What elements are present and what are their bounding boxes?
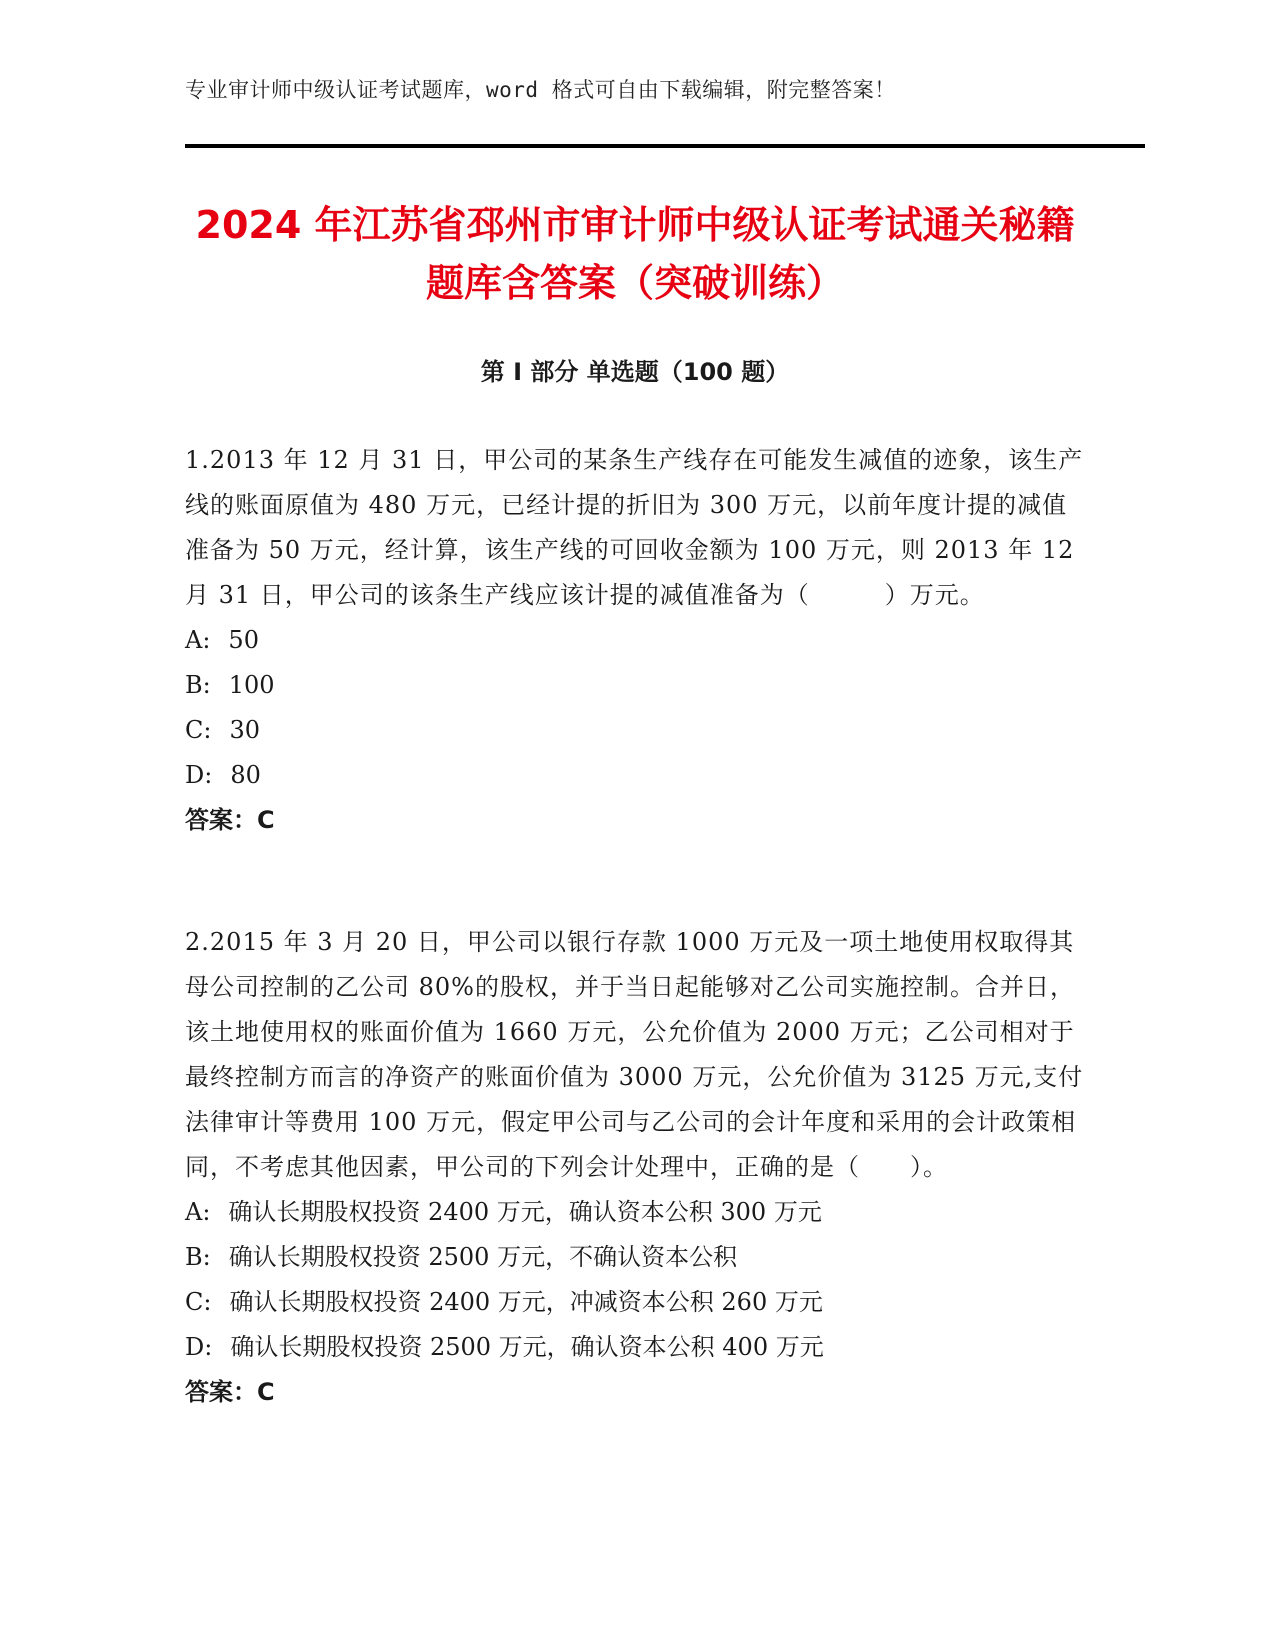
option-text: 确认长期股权投资 2500 万元，确认资本公积 400 万元 <box>230 1333 824 1361</box>
answer-line: 答案：C <box>185 1378 275 1406</box>
option-text: 30 <box>229 716 260 744</box>
option-letter: D: <box>185 1333 213 1361</box>
option-letter: A: <box>185 1198 211 1226</box>
option-text: 50 <box>228 626 259 654</box>
option-text: 100 <box>228 671 275 699</box>
option-d <box>185 1325 1085 1370</box>
question-stem: 1.2013 年 12 月 31 日，甲公司的某条生产线存在可能发生减值的迹象，该生产线的账面原值为 480 万元，已经计提的折旧为 300 万元，以前年度计提的减值准备为 50 万元，经计算，该生产线的可回收金额为 100 万元，则 2013 年 12 月 31 日，甲公司的该条生产线应该计提的减值准备为（ ）万元。 <box>185 446 1084 609</box>
option-text: 确认长期股权投资 2400 万元，冲减资本公积 260 万元 <box>229 1288 823 1316</box>
question-1 <box>185 438 1085 843</box>
header-rule <box>185 144 1145 148</box>
document-title: 2024 年江苏省邳州市审计师中级认证考试通关秘籍题库含答案（突破训练） <box>195 203 1075 305</box>
question-stem: 2.2015 年 3 月 20 日，甲公司以银行存款 1000 万元及一项土地使用权取得其母公司控制的乙公司 80%的股权，并于当日起能够对乙公司实施控制。合并日，该土地使用权的账面价值为 1660 万元，公允价值为 2000 万元；乙公司相对于最终控制方而言的净资产的账面价值为 3000 万元，公允价值为 3125 万元,支付法律审计等费用 100 万元，假定甲公司与乙公司的会计年度和采用的会计政策相同，不考虑其他因素，甲公司的下列会计处理中，正确的是（ ）。 <box>185 928 1084 1181</box>
answer-line: 答案：C <box>185 806 275 834</box>
question-2 <box>185 920 1085 1415</box>
option-text: 确认长期股权投资 2400 万元，确认资本公积 300 万元 <box>228 1198 822 1226</box>
option-d <box>185 753 1085 798</box>
option-letter: C: <box>185 716 212 744</box>
option-b <box>185 663 1085 708</box>
option-a <box>185 1190 1085 1235</box>
option-b <box>185 1235 1085 1280</box>
option-text: 80 <box>230 761 261 789</box>
option-letter: A: <box>185 626 211 654</box>
option-letter: B: <box>185 1243 211 1271</box>
option-letter: B: <box>185 671 211 699</box>
page-header: 专业审计师中级认证考试题库，word 格式可自由下载编辑，附完整答案！ <box>185 78 896 102</box>
option-letter: C: <box>185 1288 212 1316</box>
option-c <box>185 1280 1085 1325</box>
option-letter: D: <box>185 761 213 789</box>
option-a <box>185 618 1085 663</box>
option-text: 确认长期股权投资 2500 万元，不确认资本公积 <box>228 1243 738 1271</box>
section-heading: 第 I 部分 单选题（100 题） <box>480 358 790 386</box>
option-c <box>185 708 1085 753</box>
